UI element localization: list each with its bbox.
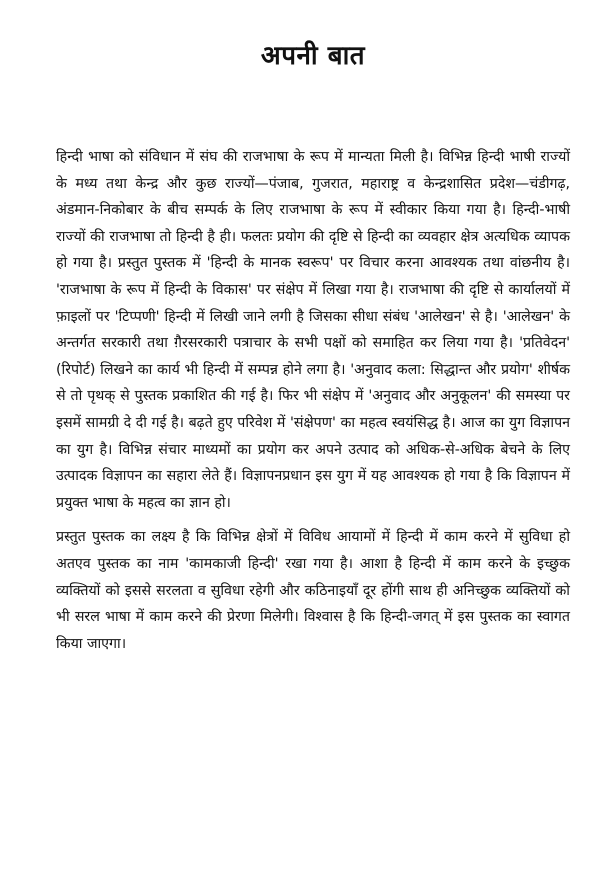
paragraph-2: प्रस्तुत पुस्तक का लक्ष्य है कि विभिन्न क्षेत्रों में विविध आयामों में हिन्दी में काम करने में सुविधा हो अतएव पुस्तक का नाम 'कामकाजी हिन्दी' रखा गया है। आशा है हिन्दी में काम करने के इच्छुक व्यक्तियों को इससे सरलता व सुविधा रहेगी और कठिनाइयाँ दूर होंगी साथ ही अनिच्छुक व्यक्तियों को भी सरल भाषा में काम करने की प्रेरणा मिलेगी। विश्वास है कि हिन्दी-जगत् में इस पुस्तक का स्वागत किया जाएगा।: [56, 529, 570, 652]
page-title: अपनी बात: [260, 41, 366, 71]
paragraph-1: हिन्दी भाषा को संविधान में संघ की राजभाषा के रूप में मान्यता मिली है। विभिन्न हिन्दी भाषी राज्यों के मध्य तथा केन्द्र और कुछ राज्यों—पंजाब, गुजरात, महाराष्ट्र व केन्द्रशासित प्रदेश—चंडीगढ़, अंडमान-निकोबार के बीच सम्पर्क के लिए राजभाषा के रूप में स्वीकार किया गया है। हिन्दी-भाषी राज्यों की राजभाषा तो हिन्दी है ही। फलतः प्रयोग की दृष्टि से हिन्दी का व्यवहार क्षेत्र अत्यधिक व्यापक हो गया है। प्रस्तुत पुस्तक में 'हिन्दी के मानक स्वरूप' पर विचार करना आवश्यक तथा वांछनीय है। 'राजभाषा के रूप में हिन्दी के विकास' पर संक्षेप में लिखा गया है। राजभाषा की दृष्टि से कार्यालयों में फ़ाइलों पर 'टिप्पणी' हिन्दी में लिखी जाने लगी है जिसका सीधा संबंध 'आलेखन' से है। 'आलेखन' के अन्तर्गत सरकारी तथा ग़ैरसरकारी पत्राचार के सभी पक्षों को समाहित कर लिया गया है। 'प्रतिवेदन' (रिपोर्ट) लिखने का कार्य भी हिन्दी में सम्पन्न होने लगा है। 'अनुवाद कला: सिद्धान्त और प्रयोग' शीर्षक से तो पृथक् से पुस्तक प्रकाशित की गई है। फिर भी संक्षेप में 'अनुवाद और अनुकूलन' की समस्या पर इसमें सामग्री दे दी गई है। बढ़ते हुए परिवेश में 'संक्षेपण' का महत्व स्वयंसिद्ध है। आज का युग विज्ञापन का युग है। विभिन्न संचार माध्यमों का प्रयोग कर अपने उत्पाद को अधिक-से-अधिक बेचने के लिए उत्पादक विज्ञापन का सहारा लेते हैं। विज्ञापनप्रधान इस युग में यह आवश्यक हो गया है कि विज्ञापन में प्रयुक्त भाषा के महत्व का ज्ञान हो।: [56, 149, 570, 511]
